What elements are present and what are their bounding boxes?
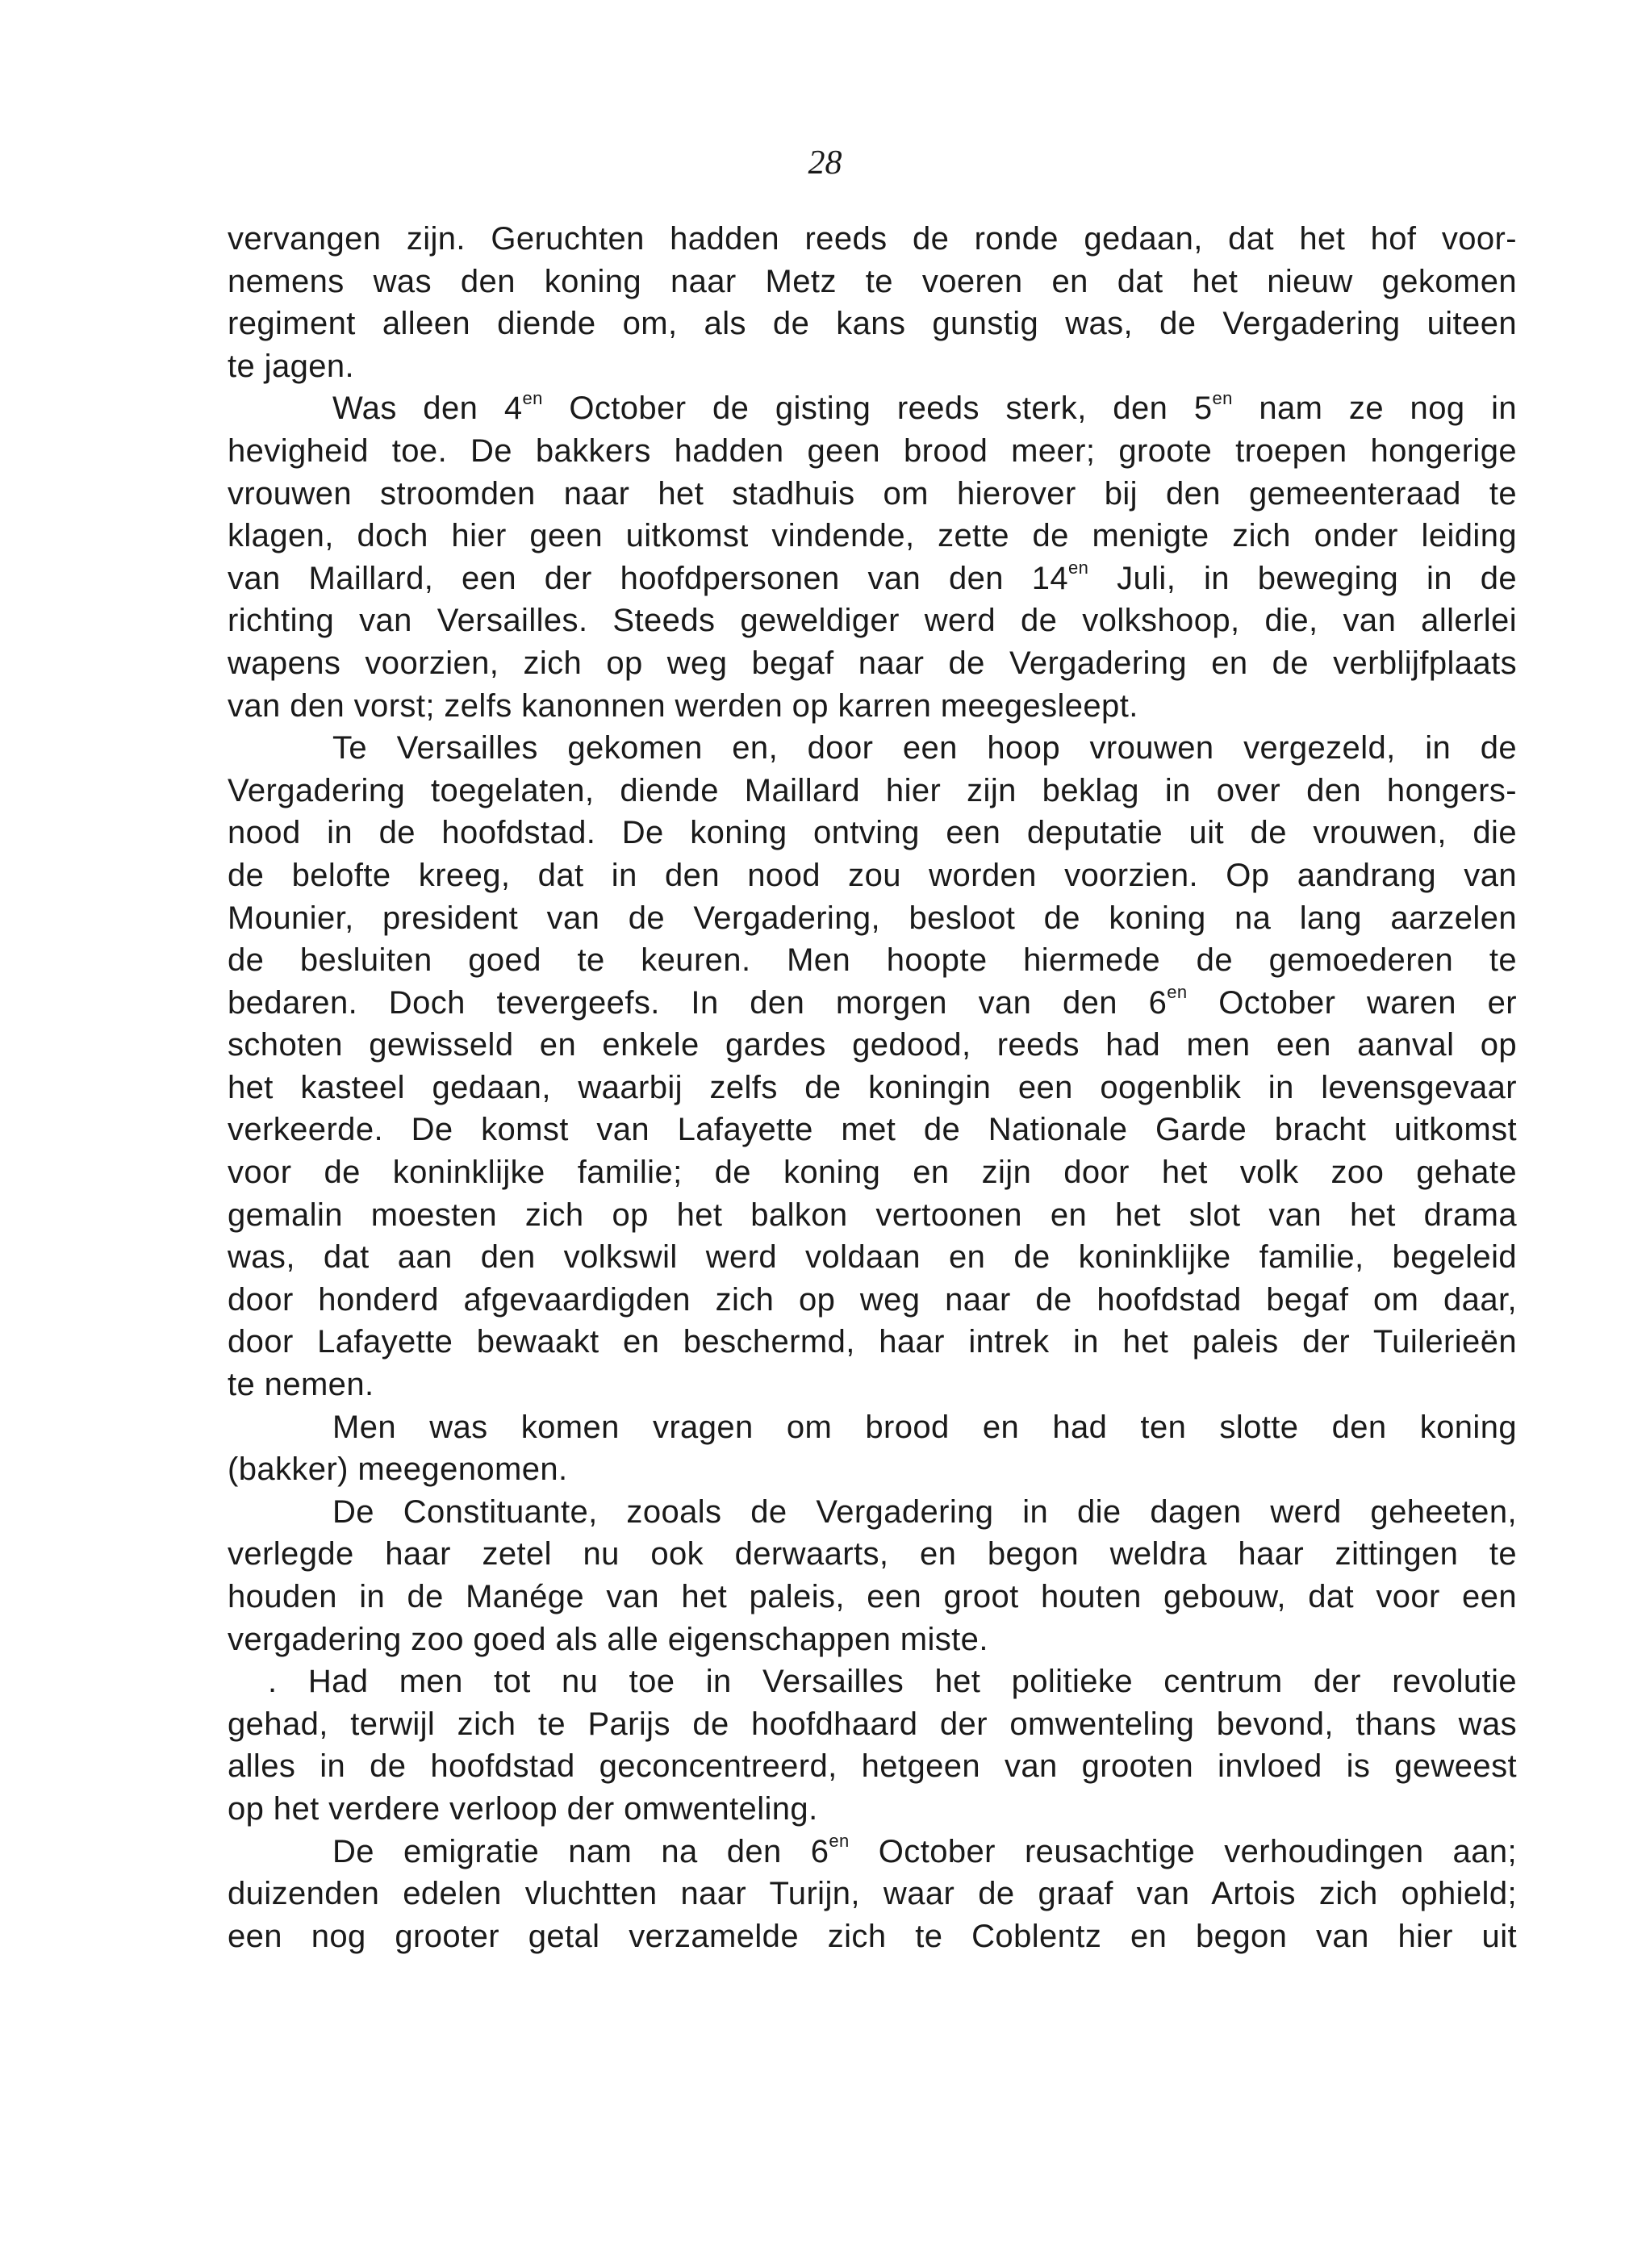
text-line: nood in de hoofdstad. De koning ontving een deputatie uit de vrouwen, die (228, 815, 1517, 851)
text-line: verkeerde. De komst van Lafayette met de Nationale Garde bracht uitkomst (228, 1112, 1517, 1148)
text-line: te jagen. (228, 348, 355, 384)
text-line: Men was komen vragen om brood en had ten slotte den koning (332, 1409, 1517, 1445)
text-line: (bakker) meegenomen. (228, 1451, 568, 1488)
text-line: de besluiten goed te keuren. Men hoopte hiermede de gemoederen te (228, 942, 1517, 979)
text-line: door Lafayette bewaakt en beschermd, haar intrek in het paleis der Tuilerieën (228, 1324, 1517, 1360)
text-line: voor de koninklijke familie; de koning en zijn door het volk zoo gehate (228, 1155, 1517, 1191)
text-line: Was den $4^{en}$ October de gisting reeds sterk, den $5^{en}$ nam ze nog in (332, 388, 1518, 427)
text-line: regiment alleen diende om, als de kans gunstig was, de Vergadering uiteen (228, 306, 1517, 342)
text-line: richting van Versailles. Steeds geweldiger werd de volkshoop, die, van allerlei (228, 603, 1517, 639)
body-text (228, 218, 1517, 1957)
text-line: was, dat aan den volkswil werd voldaan en de koninklijke familie, begeleid (228, 1239, 1517, 1276)
text-line: op het verdere verloop der omwenteling. (228, 1790, 818, 1827)
text-line: duizenden edelen vluchtten naar Turijn, waar de graaf van Artois zich ophield; (228, 1876, 1517, 1912)
text-line: Te Versailles gekomen en, door een hoop vrouwen vergezeld, in de (332, 730, 1517, 766)
text-line: hevigheid toe. De bakkers hadden geen brood meer; groote troepen hongerige (228, 432, 1517, 469)
text-line: van Maillard, een der hoofdpersonen van den $14^{en}$ Juli, in beweging in de (228, 558, 1518, 596)
text-line: een nog grooter getal verzamelde zich te Coblentz en begon van hier uit (228, 1918, 1517, 1954)
text-line: De emigratie nam na den $6^{en}$ October reusachtige verhoudingen aan; (332, 1831, 1518, 1869)
text-line: nemens was den koning naar Metz te voeren en dat het nieuw gekomen (228, 263, 1517, 299)
text-line: gemalin moesten zich op het balkon vertoonen en het slot van het drama (228, 1197, 1517, 1233)
text-line: het kasteel gedaan, waarbij zelfs de koningin een oogenblik in levensgevaar (228, 1069, 1517, 1105)
text-line: houden in de Manége van het paleis, een groot houten gebouw, dat voor een (228, 1579, 1517, 1614)
text-line: bedaren. Doch tevergeefs. In den morgen van den $6^{en}$ October waren er (228, 982, 1517, 1021)
text-line: . Had men tot nu toe in Versailles het politieke centrum der revolutie (268, 1664, 1517, 1700)
text-line: van den vorst; zelfs kanonnen werden op karren meegesleept. (228, 687, 1138, 724)
text-line: gehad, terwijl zich te Parijs de hoofdhaard der omwenteling bevond, thans was (228, 1706, 1517, 1742)
text-line: De Constituante, zooals de Vergadering in die dagen werd geheeten, (332, 1493, 1517, 1530)
text-line: vervangen zijn. Geruchten hadden reeds de ronde gedaan, dat het hof voor- (228, 221, 1517, 257)
text-line: te nemen. (228, 1367, 374, 1403)
text-line: de belofte kreeg, dat in den nood zou worden voorzien. Op aandrang van (228, 857, 1517, 893)
text-line: Mounier, president van de Vergadering, besloot de koning na lang aarzelen (228, 900, 1517, 936)
text-line: Vergadering toegelaten, diende Maillard hier zijn beklag in over den hongers- (228, 772, 1517, 808)
text-line: vrouwen stroomden naar het stadhuis om hierover bij den gemeenteraad te (228, 475, 1517, 512)
text-line: schoten gewisseld en enkele gardes gedood, reeds had men een aanval op (228, 1027, 1517, 1063)
text-line: verlegde haar zetel nu ook derwaarts, en begon weldra haar zittingen te (228, 1536, 1517, 1573)
page-number: 28 (808, 144, 842, 182)
text-line: door honderd afgevaardigden zich op weg naar de hoofdstad begaf om daar, (228, 1281, 1517, 1318)
text-line: klagen, doch hier geen uitkomst vindende, zette de menigte zich onder leiding (228, 518, 1517, 554)
text-line: alles in de hoofdstad geconcentreerd, hetgeen van grooten invloed is geweest (228, 1748, 1517, 1785)
text-line: vergadering zoo goed als alle eigenschappen miste. (228, 1621, 988, 1657)
text-line: wapens voorzien, zich op weg begaf naar de Vergadering en de verblijfplaats (228, 645, 1517, 681)
